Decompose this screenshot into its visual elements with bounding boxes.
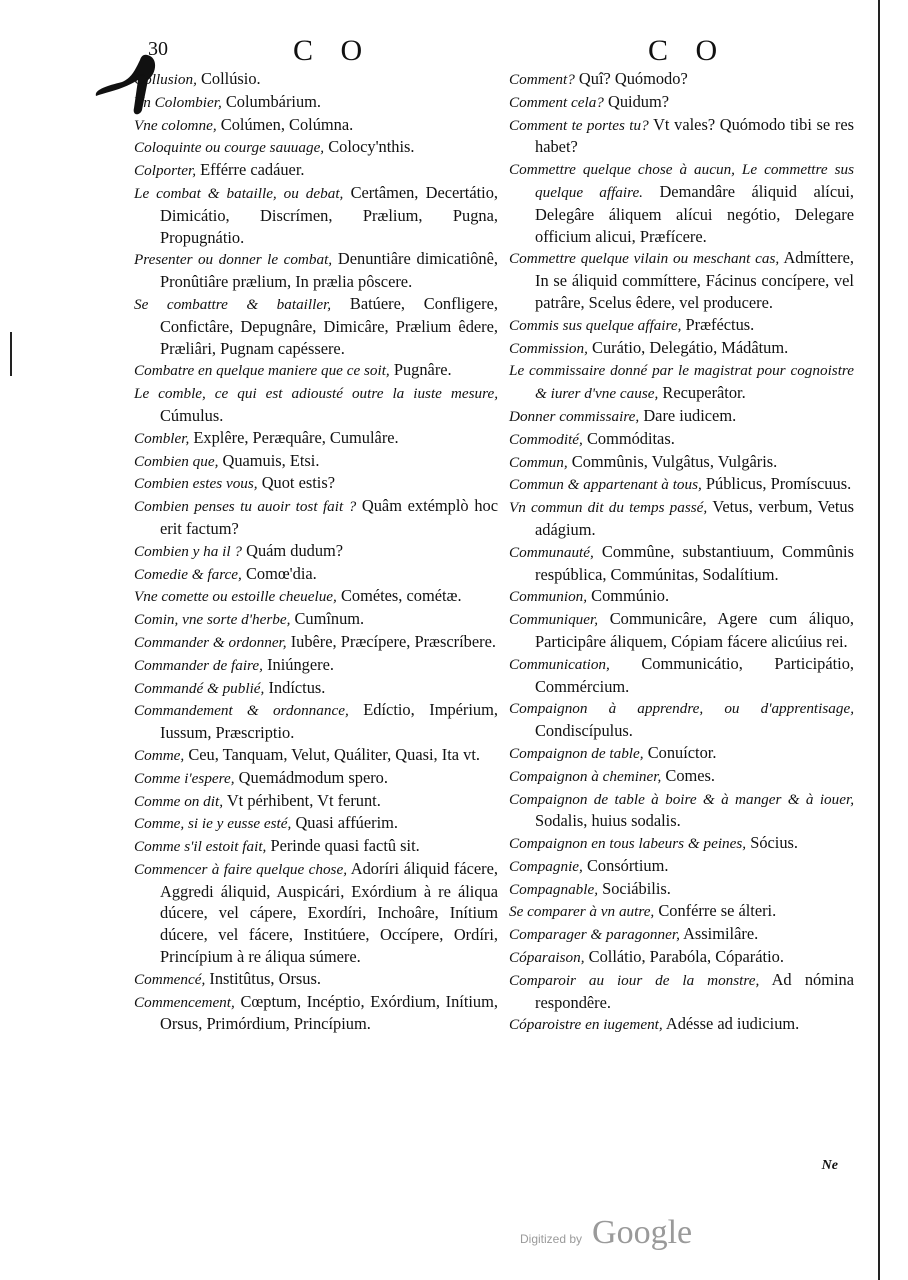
entry-headword: Communication, [509,655,610,673]
entry-translation: Collúsio. [200,69,261,88]
entry-headword: Commun & appartenant à tous, [509,476,702,494]
entry-headword: Se combattre & batailler, [134,295,332,313]
dictionary-entry [509,496,854,541]
entry-translation: Commûnis, Vulgâtus, Vulgâris. [571,451,778,471]
dictionary-entry [134,835,498,858]
dictionary-entry [134,450,498,473]
entry-translation: Condiscípulus. [535,721,633,741]
dictionary-entry [134,114,498,137]
dictionary-entry [134,540,498,563]
dictionary-entry [134,68,498,91]
entry-translation: Colúmen, Colúmna. [220,114,354,134]
dictionary-entry [509,697,854,742]
dictionary-entry [509,855,854,878]
entry-headword: Compaignon de table, [509,744,644,762]
entry-headword: Comparager & paragonner, [509,926,680,944]
dictionary-entry [134,699,498,744]
entry-translation: Vt pérhibent, Vt ferunt. [226,790,381,810]
entry-translation: Collátio, Parabóla, Cóparátio. [588,947,784,967]
entry-headword: Le combat & bataille, ou debat, [134,184,344,202]
entry-translation: Dare iudicem. [643,405,737,425]
entry-translation: Conférre se álteri. [658,901,777,921]
entry-translation: Demandâre áliquid alícui, Delegâre áliquem alícui negótio, Delegare officium alicui, Præfícere. [535,181,854,246]
dictionary-entry [134,968,498,991]
entry-headword: Comedie & farce, [134,565,242,583]
dictionary-entry [134,654,498,677]
dictionary-entry [509,765,854,788]
entry-headword: Comme s'il estoit fait, [134,838,267,856]
dictionary-entry [509,742,854,765]
dictionary-entry [134,563,498,586]
dictionary-entry [509,337,854,360]
entry-headword: Commettre quelque vilain ou meschant cas, [509,250,780,268]
dictionary-entry [509,473,854,496]
dictionary-entry [134,744,498,767]
entry-translation: Quamuis, Etsi. [222,450,320,470]
entry-headword: Compaignon de table à boire & à manger & à iouer, [509,790,854,808]
entry-translation: Cœptum, Incéptio, Exórdium, Inítium, Orsus, Primórdium, Princípium. [160,991,498,1034]
entry-headword: Vne colomne, [134,116,217,134]
dictionary-entry [134,677,498,700]
dictionary-entry [134,182,498,248]
entry-translation: Iubêre, Præcípere, Præscríbere. [290,631,496,651]
margin-mark [10,332,12,376]
dictionary-entry [509,1013,854,1036]
entry-translation: Quám dudum? [246,540,344,560]
entry-translation: Explêre, Peræquâre, Cumulâre. [193,427,399,447]
entry-translation: Efférre cadáuer. [200,160,305,180]
catchword: Ne [821,1158,838,1173]
entry-headword: Compaignon à apprendre, ou d'apprentisage, [509,700,854,718]
dictionary-entry [509,946,854,969]
entry-translation: Denuntiâre dimicatiônê, Pronûtiâre prælium, In prælia pôscere. [160,249,498,292]
entry-translation: Ceu, Tanquam, Velut, Quáliter, Quasi, Ita vt. [188,744,480,764]
entry-headword: Presenter ou donner le combat, [134,251,333,269]
entry-headword: Comme on dit, [134,792,224,810]
entry-translation: Commûne, substantiuum, Commûnis respública, Commúnitas, Sodalítium. [535,541,854,584]
entry-headword: Commis sus quelque affaire, [509,316,682,334]
entry-translation: Præféctus. [685,314,755,334]
entry-translation: Cúmulus. [160,405,224,425]
dictionary-entry [134,608,498,631]
entry-headword: Commodité, [509,430,583,448]
entry-translation: Quidum? [608,91,670,111]
entry-headword: Combien y ha il ? [134,542,242,560]
entry-headword: Cóparoistre en iugement, [509,1016,663,1034]
entry-translation: Cométes, cométæ. [340,586,462,606]
entry-translation: Communicátio, Participátio, Commércium. [535,653,854,696]
entry-translation: Públicus, Promíscuus. [705,474,852,494]
dictionary-entry [134,159,498,182]
dictionary-entry [509,314,854,337]
dictionary-entry [509,541,854,586]
watermark-prefix: Digitized by [520,1232,583,1246]
entry-headword: Combatre en quelque maniere que ce soit, [134,362,390,380]
dictionary-entry [509,68,854,91]
entry-headword: Comment? [509,71,575,88]
dictionary-entry [134,790,498,813]
entry-translation: Comœ'dia. [245,563,317,583]
right-column [509,68,854,1036]
dictionary-entry [134,991,498,1036]
entry-headword: Compagnable, [509,880,599,898]
entry-headword: Le comble, ce qui est adiousté outre la iuste mesure, [134,385,498,403]
dictionary-entry [509,158,854,247]
dictionary-entry [509,405,854,428]
entry-translation: Sociábilis. [602,878,671,898]
entry-headword: Comme, si ie y eusse esté, [134,815,292,833]
dictionary-entry [134,472,498,495]
entry-translation: Sócius. [750,833,799,853]
entry-headword: Collusion, [134,71,197,88]
entry-translation: Recuperâtor. [662,383,746,403]
entry-headword: Comme, [134,746,185,764]
dictionary-entry [134,585,498,608]
entry-translation: Quemádmodum spero. [238,767,388,787]
dictionary-entry [509,608,854,653]
entry-translation: Adésse ad iudicium. [665,1014,800,1034]
entry-headword: Commencé, [134,970,206,988]
page-edge-shadow [878,0,880,1280]
entry-translation: Certâmen, Decertátio, Dimicátio, Discrímen, Prælium, Pugna, Propugnátio. [160,182,498,247]
entry-headword: Commandement & ordonnance, [134,702,349,720]
entry-translation: Adoríri áliquid fácere, Aggredi áliquid, Auspicári, Exórdium à re áliqua dúcere, vel cápere, Exordíri, Inchoâre, Inítium dúcere, vel fácere, Institúere, Occípere, Ordíri, Princípium à re áliqua súmere. [160,858,498,967]
entry-translation: Comes. [665,765,716,785]
dictionary-entry [509,585,854,608]
dictionary-entry [134,382,498,427]
entry-headword: Compaignon en tous labeurs & peines, [509,835,747,853]
running-header-right: C O [648,34,728,67]
dictionary-entry [134,631,498,654]
dictionary-entry [509,428,854,451]
entry-translation: Iniúngere. [267,654,334,674]
entry-translation: Quâm extémplò hoc erit factum? [160,496,498,538]
dictionary-entry [509,114,854,159]
entry-headword: Commencer à faire quelque chose, [134,860,347,878]
entry-headword: Commettre quelque chose à aucun, Le commettre sus quelque affaire. [509,161,854,201]
entry-headword: Combler, [134,429,190,447]
entry-translation: Edíctio, Impérium, Iussum, Præscriptio. [160,700,498,743]
dictionary-entry [509,91,854,114]
dictionary-entry [509,878,854,901]
entry-translation: Columbárium. [225,91,322,111]
dictionary-entry [509,653,854,698]
entry-translation: Indíctus. [268,677,326,697]
entry-headword: Commander de faire, [134,656,263,674]
entry-translation: Quasi affúerim. [295,813,398,833]
entry-headword: Comin, vne sorte d'herbe, [134,611,291,629]
dictionary-entry [134,293,498,359]
entry-translation: Commóditas. [586,428,675,448]
dictionary-entry [134,858,498,968]
entry-translation: Sodalis, huius sodalis. [535,811,681,831]
entry-headword: Coloquinte ou courge sauuage, [134,139,325,157]
entry-translation: Batúere, Confligere, Confictâre, Depugnâre, Dimicâre, Prælium êdere, Præliâri, Pugnam capéssere. [160,293,498,358]
running-header-left: C O [293,34,373,67]
entry-headword: Comme i'espere, [134,769,235,787]
entry-headword: Combien penses tu auoir tost fait ? [134,498,357,516]
google-logo: Google [592,1214,693,1251]
entry-headword: Colporter, [134,162,197,180]
dictionary-entry [134,812,498,835]
dictionary-entry [509,969,854,1014]
entry-translation: Commúnio. [591,586,670,606]
entry-headword: Combien que, [134,452,219,470]
dictionary-entry [509,923,854,946]
dictionary-entry [509,451,854,474]
entry-headword: Combien estes vous, [134,475,258,493]
entry-translation: Vetus, verbum, Vetus adágium. [535,497,854,539]
entry-headword: Communauté, [509,543,594,561]
entry-headword: Commission, [509,339,588,357]
entry-translation: Institûtus, Orsus. [209,968,321,988]
digitized-watermark [520,1214,692,1252]
entry-translation: Quî? Quómodo? [578,69,688,88]
dictionary-entry [509,788,854,833]
entry-headword: Commencement, [134,993,235,1011]
dictionary-entry [134,91,498,114]
entry-translation: Curátio, Delegátio, Mádâtum. [592,337,789,357]
entry-headword: Commandé & publié, [134,679,265,697]
entry-headword: Vn Colombier, [134,93,222,111]
entry-translation: Colocy'nthis. [328,137,415,157]
entry-translation: Conuíctor. [647,742,717,762]
dictionary-entry [134,136,498,159]
left-column [134,68,498,1035]
entry-headword: Cóparaison, [509,949,585,967]
entry-headword: Comment cela? [509,93,604,111]
dictionary-entry [134,248,498,293]
entry-headword: Commander & ordonner, [134,633,287,651]
dictionary-entry [509,900,854,923]
page-number: 30 [148,38,168,60]
entry-headword: Communion, [509,588,588,606]
entry-translation: Quot estis? [261,473,335,493]
dictionary-entry [509,832,854,855]
dictionary-entry [509,247,854,313]
entry-translation: Pugnâre. [393,360,452,380]
entry-headword: Compaignon à cheminer, [509,767,662,785]
entry-headword: Comparoir au iour de la monstre, [509,971,760,989]
entry-headword: Vn commun dit du temps passé, [509,499,708,517]
entry-headword: Commun, [509,453,568,471]
entry-headword: Compagnie, [509,857,583,875]
entry-translation: Assimilâre. [683,924,759,944]
dictionary-entry [134,767,498,790]
entry-headword: Donner commissaire, [509,407,640,425]
entry-translation: Vt vales? Quómodo tibi se res habet? [535,114,854,157]
entry-headword: Se comparer à vn autre, [509,903,655,921]
entry-translation: Consórtium. [586,855,669,875]
entry-headword: Comment te portes tu? [509,116,649,134]
entry-headword: Le commissaire donné par le magistrat pour cognoistre & iurer d'vne cause, [509,362,854,403]
entry-translation: Perinde quasi factû sit. [270,836,420,856]
entry-translation: Ad nómina respondêre. [535,969,854,1012]
entry-headword: Communiquer, [509,611,599,629]
entry-translation: Cumînum. [294,609,365,629]
dictionary-entry [134,359,498,382]
dictionary-entry [134,427,498,450]
entry-translation: Communicâre, Agere cum áliquo, Participâre áliquem, Cópiam fácere alicúius rei. [535,609,854,651]
entry-translation: Admíttere, In se áliquid commíttere, Fácinus concípere, vel patrâre, Scelus êdere, vel producere. [535,248,854,312]
entry-headword: Vne comette ou estoille cheuelue, [134,588,337,606]
dictionary-entry [134,495,498,540]
dictionary-entry [509,359,854,405]
